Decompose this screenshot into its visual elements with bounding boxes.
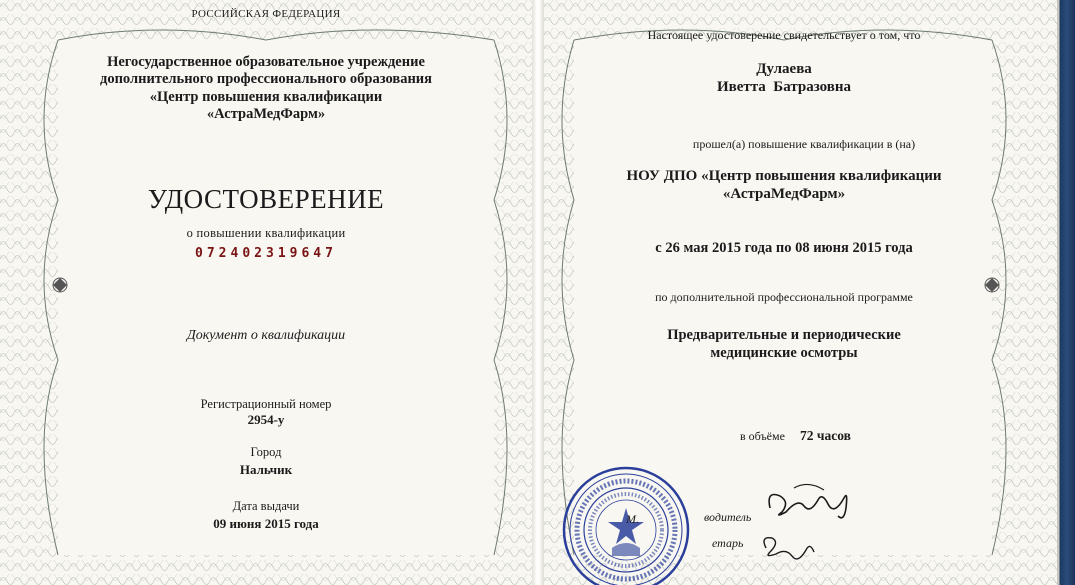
country-label: РОССИЙСКАЯ ФЕДЕРАЦИЯ [191,8,341,20]
document-title: УДОСТОВЕРЕНИЕ [147,184,385,214]
city-label: Город [250,445,282,459]
institution-line-4: «АстраМедФарм» [206,106,326,122]
serial-number: 072402319647 [195,246,337,261]
holder-name: Иветта Батразовна [716,79,852,95]
document-type: Документ о квалификации [186,328,346,343]
book-spine [532,0,544,585]
document-subtitle: о повышении квалификации [186,226,346,240]
certificate-intro: Настоящее удостоверение свидетельствует о том, что [647,28,921,42]
institution-line-2: дополнительного профессионального образования [99,71,432,87]
holder-surname: Дулаева [756,61,812,77]
program-line-2: медицинские осмотры [710,345,858,361]
signature-role-secretary: етарь [712,536,744,550]
program-label: по дополнительной профессиональной программе [655,290,913,304]
secretary-signature [758,528,818,568]
registration-label: Регистрационный номер [200,397,332,411]
volume-value: 72 часов [800,428,851,443]
stamp-mark: М. [626,512,639,526]
institution-line-1: Негосударственное образовательное учреждение [107,54,425,70]
official-seal-stamp [546,452,696,585]
right-page [544,0,1057,585]
city-value: Нальчик [239,462,293,477]
institution-line-3: «Центр повышения квалификации [149,89,383,105]
provider-line-1: НОУ ДПО «Центр повышения квалификации [626,168,942,184]
cover-edge [1057,0,1075,585]
program-line-1: Предварительные и периодические [667,327,901,343]
provider-line-2: «АстраМедФарм» [722,186,846,202]
training-period: с 26 мая 2015 года по 08 июня 2015 года [655,240,913,256]
director-signature [764,478,854,528]
registration-value: 2954-у [247,412,285,427]
volume-label: в объёме [740,429,785,443]
signature-role-director: водитель [704,510,752,524]
issue-date-value: 09 июня 2015 года [213,516,319,531]
issue-date-label: Дата выдачи [232,499,300,513]
completed-text: прошел(а) повышение квалификации в (на) [692,137,916,151]
left-page [0,0,532,585]
